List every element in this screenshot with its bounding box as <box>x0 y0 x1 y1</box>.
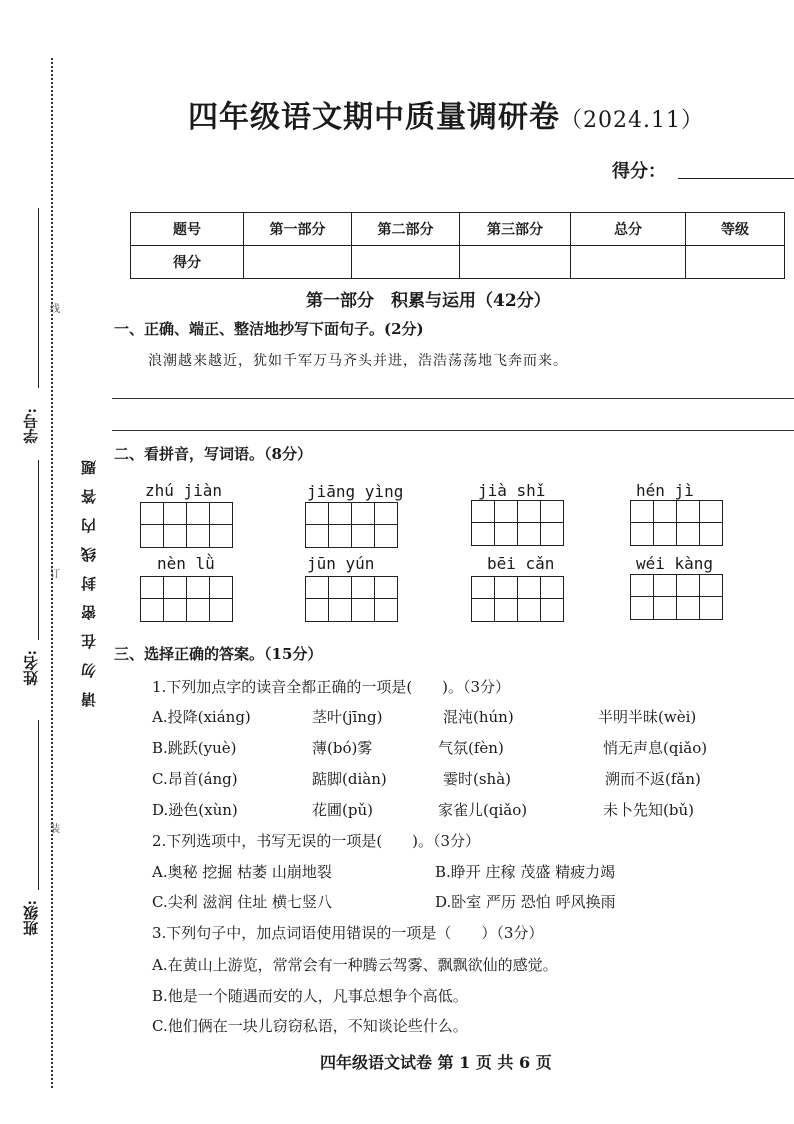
character-grid[interactable] <box>140 502 233 548</box>
option-c-item: 踮脚(diàn) <box>312 770 387 788</box>
pinyin-label: bēi cǎn <box>487 554 555 573</box>
character-grid[interactable] <box>305 576 398 622</box>
option-a-item: A.在黄山上游览，常常会有一种腾云驾雾、飘飘欲仙的感觉。 <box>152 956 558 974</box>
class-line <box>38 720 39 890</box>
q1-writing-line[interactable] <box>112 430 794 431</box>
score-blank <box>678 178 794 179</box>
binding-mark-line: 线 <box>50 304 60 315</box>
score-table-row <box>131 246 785 279</box>
sealing-warning: 请勿在密封线内答题 <box>80 446 98 707</box>
class-label: 班级: <box>22 900 40 936</box>
option-a-item: 混沌(hún) <box>443 708 514 726</box>
option-b-item: 气氛(fèn) <box>438 739 504 757</box>
option-c-item: C.尖利 滋润 住址 横七竖八 <box>152 893 333 911</box>
option-a-item: A.投降(xiáng) <box>152 708 251 726</box>
title-text: 四年级语文期中质量调研卷 <box>188 100 560 135</box>
score-cell[interactable] <box>686 246 785 279</box>
option-d-item: D.逊色(xùn) <box>152 801 238 819</box>
score-label: 得分： <box>612 161 666 182</box>
character-grid[interactable] <box>630 500 723 546</box>
part1-heading: 第一部分 积累与运用（42分） <box>306 291 551 311</box>
binding-mark-order: 订 <box>50 569 60 580</box>
option-a-item: A.奥秘 挖掘 枯萎 山崩地裂 <box>152 863 332 881</box>
pinyin-label: jià shǐ <box>478 481 546 500</box>
student-id-label: 学号: <box>22 408 40 444</box>
page-footer: 四年级语文试卷 第 1 页 共 6 页 <box>320 1053 552 1072</box>
option-d-item: 未卜先知(bǔ) <box>603 801 694 819</box>
score-table-header: 第三部分 <box>460 213 571 246</box>
score-cell[interactable] <box>571 246 686 279</box>
page-title <box>188 92 704 136</box>
option-b-item: 薄(bó)雾 <box>312 739 373 757</box>
q3-s3-prompt: 3.下列句子中，加点词语使用错误的一项是（ ）（3分） <box>152 924 544 942</box>
option-a-item: 茎叶(jīng) <box>312 708 383 726</box>
option-c-item: C.昂首(áng) <box>152 770 238 788</box>
score-table-header: 第二部分 <box>352 213 460 246</box>
score-cell[interactable] <box>460 246 571 279</box>
pinyin-label: hén jì <box>636 481 694 500</box>
q1-writing-line[interactable] <box>112 398 794 399</box>
score-table-header-row <box>131 213 785 246</box>
option-b-item: B.他是一个随遇而安的人，凡事总想争个高低。 <box>152 987 468 1005</box>
option-b-item: B.跳跃(yuè) <box>152 739 237 757</box>
score-table-header: 等级 <box>686 213 785 246</box>
character-grid[interactable] <box>305 502 398 548</box>
score-table-row-label: 得分 <box>131 246 244 279</box>
binding-mark-bind: 装 <box>50 824 60 835</box>
q3-title: 三、选择正确的答案。（15分） <box>114 645 323 663</box>
pinyin-label: wéi kàng <box>636 554 714 573</box>
pinyin-label: zhú jiàn <box>145 481 223 500</box>
q1-sentence: 浪潮越来越近，犹如千军万马齐头并进，浩浩荡荡地飞奔而来。 <box>148 353 568 369</box>
option-c-item: 霎时(shà) <box>443 770 512 788</box>
option-d-item: 家雀儿(qiǎo) <box>438 801 528 819</box>
score-table-header: 题号 <box>131 213 244 246</box>
q1-title: 一、正确、端正、整洁地抄写下面句子。(2分) <box>114 320 424 338</box>
score-table-header: 总分 <box>571 213 686 246</box>
q3-s1-prompt: 1.下列加点字的读音全都正确的一项是( )。（3分） <box>152 678 511 696</box>
student-id-line <box>38 208 39 388</box>
pinyin-label: jūn yún <box>307 554 375 573</box>
character-grid[interactable] <box>630 574 723 620</box>
score-table <box>130 212 785 279</box>
student-name-label: 姓名: <box>22 650 40 686</box>
option-d-item: D.卧室 严历 恐怕 呼风换雨 <box>435 893 616 911</box>
option-c-item: C.他们俩在一块儿窃窃私语，不知谈论些什么。 <box>152 1017 468 1035</box>
score-cell[interactable] <box>244 246 352 279</box>
option-b-item: 悄无声息(qiǎo) <box>603 739 708 757</box>
title-year: （2024.11） <box>560 108 704 133</box>
q2-title: 二、看拼音，写词语。（8分） <box>114 445 312 463</box>
character-grid[interactable] <box>140 576 233 622</box>
option-b-item: B.睁开 庄稼 茂盛 精疲力竭 <box>435 863 616 881</box>
q3-s2-prompt: 2.下列选项中，书写无误的一项是( )。（3分） <box>152 832 481 850</box>
option-c-item: 溯而不返(fǎn) <box>605 770 701 788</box>
score-cell[interactable] <box>352 246 460 279</box>
pinyin-label: nèn lǜ <box>157 554 215 573</box>
pinyin-label: jiāng yìng <box>307 482 404 501</box>
student-name-line <box>38 460 39 640</box>
character-grid[interactable] <box>471 500 564 546</box>
character-grid[interactable] <box>471 576 564 622</box>
score-table-header: 第一部分 <box>244 213 352 246</box>
option-a-item: 半明半昧(wèi) <box>598 708 697 726</box>
option-d-item: 花圃(pǔ) <box>312 801 373 819</box>
